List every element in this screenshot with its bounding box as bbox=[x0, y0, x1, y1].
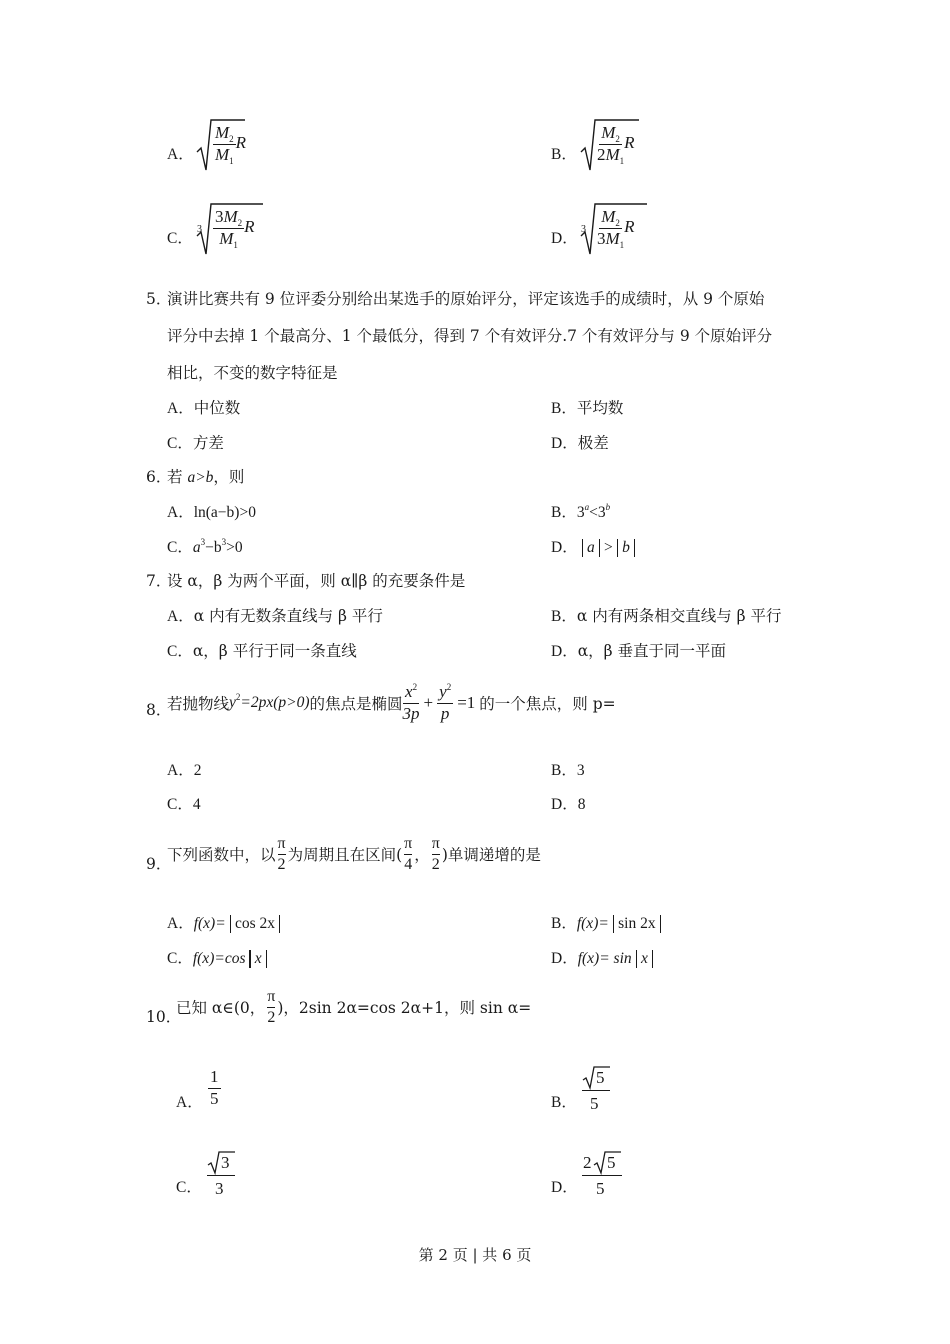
option-d: D．8 bbox=[551, 796, 586, 813]
option-a: A．中位数 bbox=[167, 399, 241, 417]
abs-bar bbox=[617, 539, 618, 557]
option-b: B．$3^a<3^b$ bbox=[551, 502, 611, 521]
option-a: A．2 bbox=[167, 762, 202, 779]
page-footer: 第 2 页 | 共 6 页 bbox=[418, 1246, 532, 1264]
option-d: D． a > b bbox=[551, 535, 639, 557]
option-label: A． bbox=[167, 146, 194, 163]
question-stem: 若抛物线 $y^2=2px(p>0)$ 的焦点是椭圆 $\frac{x^2}{3p}$ + $\frac{y^2}{p}$ =1 的一个焦点，则 p= bbox=[167, 681, 616, 723]
option-label: C． bbox=[167, 230, 193, 247]
current-page: 2 bbox=[438, 1246, 448, 1264]
q4-c-fraction: $\frac{3M_2}{M_1}$ R bbox=[215, 207, 255, 250]
question-stem: 设 α，β 为两个平面，则 α∥β 的充要条件是 bbox=[167, 572, 466, 590]
question-number: 9． bbox=[146, 855, 172, 873]
total-pages: 6 bbox=[502, 1246, 512, 1264]
option-c: C．$a^3-b^3>0$ bbox=[167, 537, 243, 556]
question-stem-line: 演讲比赛共有 9 位评委分别给出某选手的原始评分，评定该选手的成绩时，从 9 个原始 bbox=[167, 290, 765, 308]
radical-index: 3 bbox=[197, 224, 202, 235]
option-c: C．4 bbox=[167, 796, 201, 813]
abs-bar bbox=[582, 539, 583, 557]
option-b: B．平均数 bbox=[551, 399, 624, 417]
question-stem-line: 相比，不变的数字特征是 bbox=[167, 364, 338, 382]
q4-a-fraction: $\frac{M_2}{M_1}$ R bbox=[215, 123, 247, 166]
option-c: C．方差 bbox=[167, 434, 224, 452]
radical-index: 3 bbox=[581, 224, 586, 235]
option-d: D．f(x)= sin x bbox=[551, 946, 657, 968]
fraction-bar bbox=[582, 1175, 622, 1176]
ellipse-equation: $\frac{x^2}{3p}$ + $\frac{y^2}{p}$ =1 bbox=[402, 681, 476, 723]
question-stem-line: 评分中去掉 1 个最高分、1 个最低分，得到 7 个有效评分.7 个有效评分与 9 个原始评分 bbox=[167, 327, 773, 345]
option-d: D．极差 bbox=[551, 434, 609, 452]
q4-b-fraction: $\frac{M_2}{2M_1}$ R bbox=[597, 123, 635, 166]
question-number: 6． bbox=[146, 468, 172, 486]
option-b: B．3 bbox=[551, 762, 585, 779]
question-stem: 若 a>b，则 bbox=[167, 468, 245, 486]
option-c: C．α，β 平行于同一条直线 bbox=[167, 642, 357, 660]
fraction-bar bbox=[207, 1175, 235, 1176]
abs-bar bbox=[599, 539, 600, 557]
question-number: 8． bbox=[146, 701, 172, 719]
option-label: D． bbox=[551, 230, 578, 247]
question-number: 10． bbox=[146, 1008, 182, 1026]
option-a: A．f(x)= cos 2x bbox=[167, 911, 284, 933]
question-stem: 下列函数中，以 $\frac{\pi}{2}$ 为周期且在区间( $\frac{\pi}{4}$ ， $\frac{\pi}{2}$ )单调递增的是 bbox=[167, 834, 541, 873]
fraction-bar bbox=[582, 1090, 610, 1091]
q4-d-fraction: $\frac{M_2}{3M_1}$ R bbox=[597, 207, 635, 250]
option-b: B．f(x)= sin 2x bbox=[551, 911, 665, 933]
question-number: 7． bbox=[146, 572, 172, 590]
option-a: A．α 内有无数条直线与 β 平行 bbox=[167, 607, 383, 625]
option-c: C．f(x)=cos x bbox=[167, 946, 271, 968]
abs-bar bbox=[634, 539, 635, 557]
question-number: 5． bbox=[146, 290, 172, 308]
option-b: B．α 内有两条相交直线与 β 平行 bbox=[551, 607, 782, 625]
option-label: B． bbox=[551, 146, 577, 163]
option-d: D．α，β 垂直于同一平面 bbox=[551, 642, 727, 660]
option-a: A．ln(a−b)>0 bbox=[167, 504, 256, 521]
question-stem: 已知 α∈(0， $\frac{\pi}{2}$ )，2sin 2α=cos 2α+1，则 sin α= bbox=[176, 987, 532, 1026]
